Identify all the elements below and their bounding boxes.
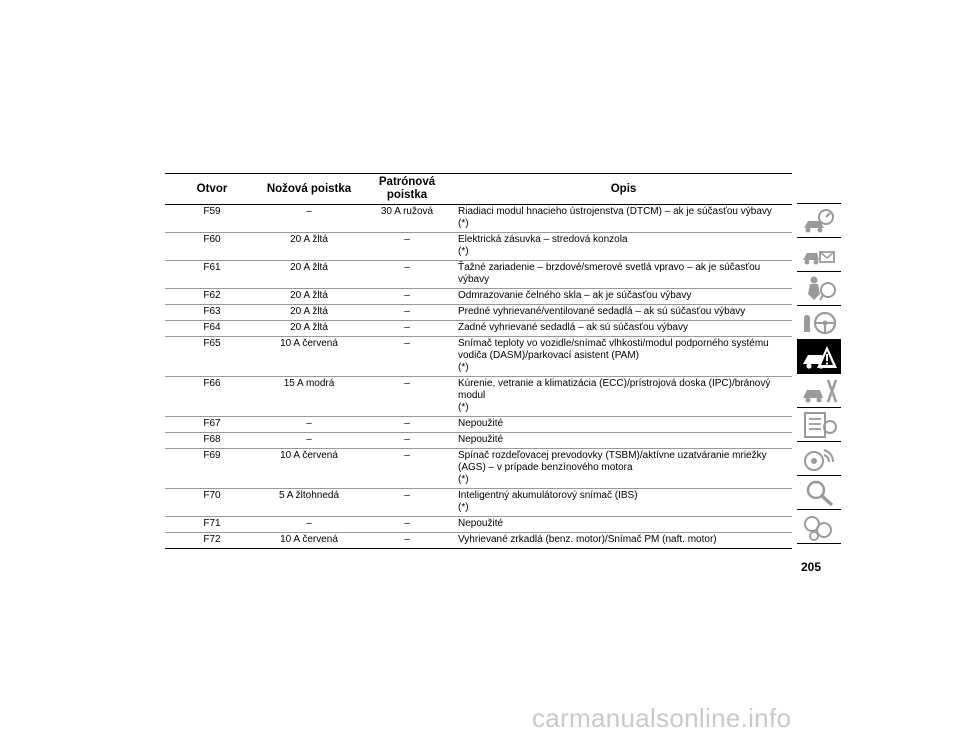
cell-nozova-poistka: –	[306, 206, 312, 217]
cell-opis: Predné vyhrievané/ventilované sedadlá – ak sú súčasťou výbavy	[455, 305, 792, 321]
cell-opis: Vyhrievané zrkadlá (benz. motor)/Snímač PM (naft. motor)	[455, 533, 792, 549]
cell-opis: Kúrenie, vetranie a klimatizácia (ECC)/prístrojová doska (IPC)/bránový modul (*)	[455, 377, 792, 417]
header-patronova-poistka: Patrónová poistka	[359, 174, 455, 205]
cell-opis: Riadiaci modul hnacieho ústrojenstva (DTCM) – ak je súčasťou výbavy (*)	[458, 206, 772, 229]
table-row	[165, 533, 792, 549]
cell-nozova-poistka: 10 A červená	[259, 337, 359, 377]
cell-nozova-poistka: 10 A červená	[259, 533, 359, 549]
cell-otvor: F62	[165, 289, 259, 305]
cell-otvor: F61	[165, 261, 259, 289]
cell-opis: Zadné vyhrievané sedadlá – ak sú súčasťou výbavy	[455, 321, 792, 337]
cell-opis: Inteligentný akumulátorový snímač (IBS) (*)	[455, 489, 792, 517]
table-row	[165, 261, 792, 289]
cell-nozova-poistka: 10 A červená	[259, 449, 359, 489]
cell-otvor: F60	[165, 233, 259, 261]
cell-nozova-poistka: –	[259, 517, 359, 533]
table-row	[165, 289, 792, 305]
cell-patronova-poistka: –	[359, 377, 455, 417]
cell-otvor: F63	[165, 305, 259, 321]
cell-nozova-poistka: 20 A žltá	[259, 321, 359, 337]
table-row	[165, 433, 792, 449]
table-row	[165, 321, 792, 337]
chapter-tab-strip	[797, 203, 841, 544]
cell-patronova-poistka: –	[359, 305, 455, 321]
side-tab-9[interactable]	[797, 476, 841, 510]
language-index-icon	[800, 512, 838, 541]
cell-otvor: F71	[165, 517, 259, 533]
cell-patronova-poistka: –	[359, 433, 455, 449]
table-row	[165, 205, 792, 233]
cell-opis: Odmrazovanie čelného skla – ak je súčasťou výbavy	[455, 289, 792, 305]
side-tab-1[interactable]	[797, 203, 841, 238]
table-row	[165, 417, 792, 433]
side-tab-3[interactable]	[797, 272, 841, 306]
cell-opis: Spínač rozdeľovacej prevodovky (TSBM)/aktívne uzatváranie mriežky (AGS) – v prípade benzínového motora (*)	[455, 449, 792, 489]
cell-nozova-poistka: 20 A žltá	[259, 289, 359, 305]
car-warning-triangle-icon	[800, 342, 838, 371]
car-service-tools-icon	[800, 376, 838, 405]
cell-otvor: F72	[165, 533, 259, 549]
cell-patronova-poistka: –	[359, 321, 455, 337]
watermark: carmanualsonline.info	[532, 703, 792, 733]
table-row	[165, 489, 792, 517]
table-row	[165, 377, 792, 417]
side-tab-7[interactable]	[797, 408, 841, 442]
side-tab-10[interactable]	[797, 510, 841, 544]
cell-nozova-poistka: 20 A žltá	[259, 305, 359, 321]
cell-opis: Elektrická zásuvka – stredová konzola (*)	[455, 233, 792, 261]
table-row	[165, 305, 792, 321]
cell-opis: Nepoužité	[455, 417, 792, 433]
cell-opis: Ťažné zariadenie – brzdové/smerové svetlá vpravo – ak je súčasťou výbavy	[455, 261, 792, 289]
cell-nozova-poistka: 5 A žltohnedá	[259, 489, 359, 517]
car-airbag-icon	[800, 274, 838, 303]
cell-otvor: F64	[165, 321, 259, 337]
cell-otvor: F67	[165, 417, 259, 433]
side-tab-5[interactable]	[797, 340, 841, 374]
car-message-icon	[800, 240, 838, 269]
cell-patronova-poistka: –	[359, 449, 455, 489]
table-row	[165, 337, 792, 377]
multimedia-icon	[800, 444, 838, 473]
table-header-row	[165, 174, 792, 205]
fuse-table	[165, 174, 792, 549]
side-tab-8[interactable]	[797, 442, 841, 476]
page-number: 205	[801, 560, 822, 574]
cell-nozova-poistka: –	[259, 433, 359, 449]
cell-nozova-poistka: 20 A žltá	[259, 233, 359, 261]
cell-opis: Nepoužité	[455, 433, 792, 449]
cell-opis: Snímač teploty vo vozidle/snímač vlhkosti/modul podporného systému vodiča (DASM)/parkovací asistent (PAM) (*)	[455, 337, 792, 377]
header-opis: Opis	[455, 174, 792, 205]
cell-patronova-poistka: –	[359, 517, 455, 533]
table-row	[165, 233, 792, 261]
cell-patronova-poistka: –	[359, 489, 455, 517]
cell-otvor: F69	[165, 449, 259, 489]
header-nozova-poistka: Nožová poistka	[259, 174, 359, 205]
cell-patronova-poistka: 30 A ružová	[380, 206, 434, 217]
header-otvor: Otvor	[165, 174, 259, 205]
cell-patronova-poistka: –	[359, 417, 455, 433]
cell-patronova-poistka: –	[359, 289, 455, 305]
table-row	[165, 449, 792, 489]
steering-wheel-icon	[800, 308, 838, 337]
cell-patronova-poistka: –	[359, 261, 455, 289]
table-row	[165, 517, 792, 533]
side-tab-4[interactable]	[797, 306, 841, 340]
cell-patronova-poistka: –	[359, 533, 455, 549]
cell-nozova-poistka: –	[259, 417, 359, 433]
car-dashboard-icon	[800, 206, 838, 235]
cell-otvor: F66	[165, 377, 259, 417]
side-tab-6[interactable]	[797, 374, 841, 408]
side-tab-2[interactable]	[797, 238, 841, 272]
cell-patronova-poistka: –	[359, 233, 455, 261]
cell-patronova-poistka: –	[359, 337, 455, 377]
cell-otvor: F70	[165, 489, 259, 517]
search-magnifier-icon	[800, 478, 838, 507]
specifications-list-icon	[800, 410, 838, 439]
cell-nozova-poistka: 15 A modrá	[259, 377, 359, 417]
cell-opis: Nepoužité	[455, 517, 792, 533]
cell-otvor: F59	[203, 206, 221, 217]
cell-otvor: F65	[165, 337, 259, 377]
cell-nozova-poistka: 20 A žltá	[259, 261, 359, 289]
cell-otvor: F68	[165, 433, 259, 449]
